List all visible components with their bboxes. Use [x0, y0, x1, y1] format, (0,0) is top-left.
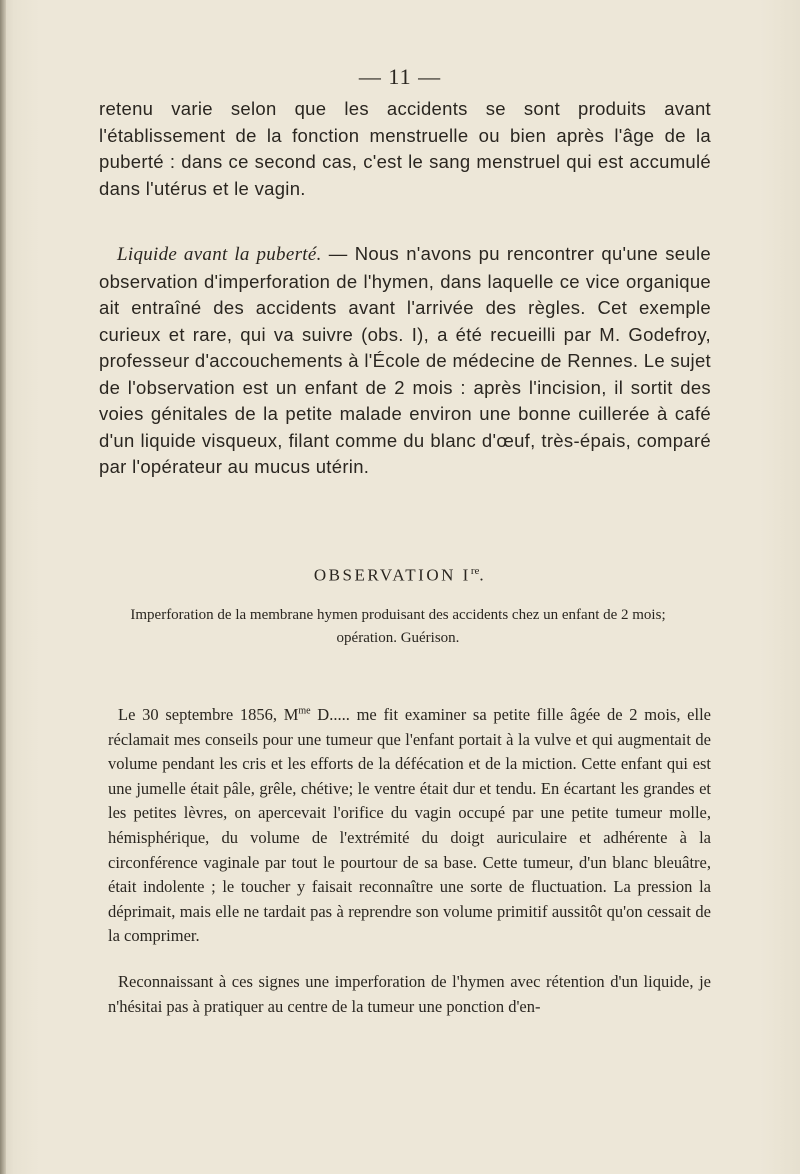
observation-title	[0, 565, 800, 586]
paragraph-intro: retenu varie selon que les accidents se sont produits avant l'établissement de la fonction menstruelle ou bien après l'âge de la puberté : dans ce second cas, c'est le sang menstruel qui est accumulé dans l'utérus et le vagin.	[99, 98, 711, 199]
observation-title-text: OBSERVATION I	[313, 565, 471, 585]
observation-subtitle: Imperforation de la membrane hymen produisant des accidents chez un enfant de 2 mois; opération. Guérison.	[130, 607, 666, 646]
page-number: — 11 —	[358, 64, 442, 89]
section-lead-heading: Liquide avant la puberté.	[117, 244, 322, 265]
paragraph-diagnosis: Reconnaissant à ces signes une imperforation de l'hymen avec rétention d'un liquide, je n'hésitai pas à pratiquer au centre de la tumeur une ponction d'en-	[108, 972, 711, 1016]
paragraph-case-description	[108, 703, 711, 949]
case-text-rest: D..... me fit examiner sa petite fille âgée de 2 mois, elle réclamait mes conseils pour une tumeur que l'enfant portait à la vulve et qui augmentait de volume pendant les cris et les efforts de la défécation et de la miction. Cette enfant qui est une jumelle était pâle, grêle, chétive; le ventre était dur et tendu. En écartant les grandes et les petites lèvres, on apercevait l'orifice du vagin occupé par une petite tumeur molle, hémisphérique, du volume de l'extrémité du doigt auriculaire et adhérente à la circonférence vaginale par tout le pourtour de sa base. Cette tumeur, d'un blanc bleuâtre, était indolente ; le toucher y faisait reconnaître une sorte de fluctuation. La pression la déprimait, mais elle ne tardait pas à reprendre son volume primitif aussitôt qu'on cessait de la comprimer.	[108, 705, 711, 946]
paragraph-liquid-text: — Nous n'avons pu rencontrer qu'une seule observation d'imperforation de l'hymen, dans laquelle ce vice organique ait entraîné des accidents avant l'arrivée des règles. Cet exemple curieux et rare, qui va suivre (obs. I), a été recueilli par M. Godefroy, professeur d'accouchements à l'École de médecine de Rennes. Le sujet de l'observation est un enfant de 2 mois : après l'incision, il sortit des voies génitales de la petite malade environ une bonne cuillerée à café d'un liquide visqueux, filant comme du blanc d'œuf, très-épais, comparé par l'opérateur au mucus utérin.	[99, 243, 711, 477]
observation-title-end: .	[479, 565, 487, 585]
case-text-sup: me	[298, 705, 311, 717]
page-gutter	[0, 0, 6, 1174]
case-text-start: Le 30 septembre 1856, M	[118, 705, 299, 724]
paragraph-liquid-before-puberty	[99, 241, 711, 481]
observation-title-sup: re	[470, 565, 480, 577]
